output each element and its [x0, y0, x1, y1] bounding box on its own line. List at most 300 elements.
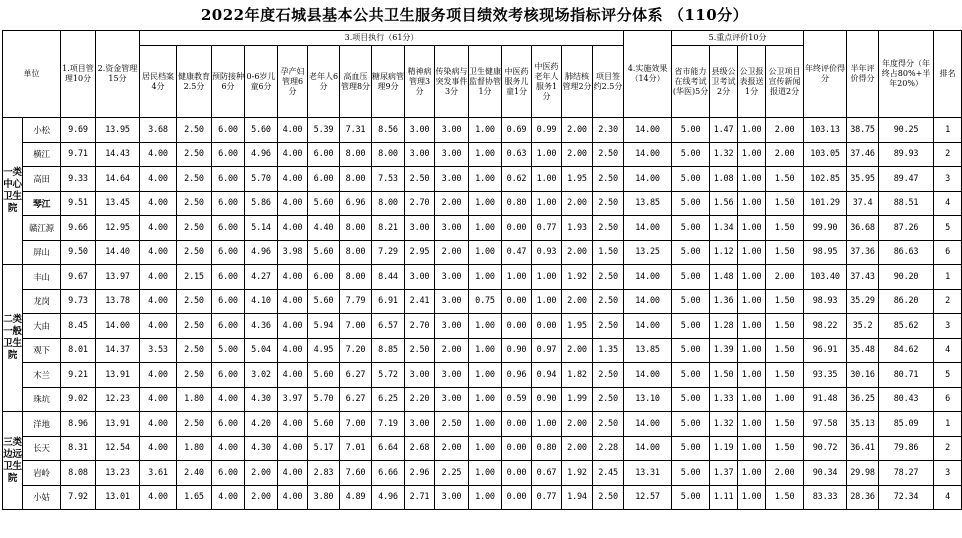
- unit-name: 长天: [23, 436, 61, 461]
- score-cell: 5: [934, 216, 962, 241]
- score-cell: 5.00: [672, 240, 710, 265]
- score-cell: 38.75: [847, 118, 879, 143]
- score-cell: 1: [934, 118, 962, 143]
- score-cell: 9.50: [61, 240, 96, 265]
- unit-name: 屏山: [23, 240, 61, 265]
- score-cell: 29.98: [847, 461, 879, 486]
- score-cell: 8.00: [340, 216, 372, 241]
- score-cell: 1.35: [593, 338, 624, 363]
- score-cell: 12.23: [96, 387, 140, 412]
- score-cell: 87.26: [879, 216, 934, 241]
- score-cell: 5.00: [672, 191, 710, 216]
- score-cell: 14.00: [624, 412, 672, 437]
- score-cell: 4.96: [245, 142, 278, 167]
- score-cell: 9.21: [61, 363, 96, 388]
- score-cell: 3.00: [435, 363, 469, 388]
- score-cell: 2.25: [435, 461, 469, 486]
- score-cell: 4.00: [278, 412, 308, 437]
- score-cell: 80.71: [879, 363, 934, 388]
- score-cell: 1.00: [469, 387, 502, 412]
- score-cell: 4.00: [140, 436, 177, 461]
- score-cell: 5.60: [308, 412, 340, 437]
- score-cell: 6.64: [372, 436, 405, 461]
- col-key-sub: 公卫报表报送1分: [738, 46, 766, 118]
- score-cell: 80.43: [879, 387, 934, 412]
- score-cell: 2.50: [177, 142, 212, 167]
- score-cell: 1.00: [532, 167, 562, 192]
- score-cell: 6.25: [372, 387, 405, 412]
- score-cell: 3.53: [140, 338, 177, 363]
- score-cell: 6.00: [212, 363, 245, 388]
- score-cell: 1.00: [469, 240, 502, 265]
- score-cell: 2.95: [405, 240, 435, 265]
- score-cell: 86.63: [879, 240, 934, 265]
- score-cell: 4.00: [278, 485, 308, 510]
- score-cell: 6.00: [212, 461, 245, 486]
- score-cell: 4.00: [140, 191, 177, 216]
- score-cell: 2.70: [405, 191, 435, 216]
- score-cell: 1.08: [710, 167, 738, 192]
- score-cell: 1.00: [738, 191, 766, 216]
- score-cell: 12.95: [96, 216, 140, 241]
- col-exec-sub: 糖尿病管理9分: [372, 46, 405, 118]
- score-cell: 3.61: [140, 461, 177, 486]
- score-table: [2, 30, 962, 510]
- score-cell: 2.68: [405, 436, 435, 461]
- score-cell: 2: [934, 142, 962, 167]
- score-cell: 1.00: [738, 240, 766, 265]
- score-cell: 89.47: [879, 167, 934, 192]
- score-cell: 4.00: [140, 485, 177, 510]
- score-cell: 8.85: [372, 338, 405, 363]
- score-cell: 1: [934, 265, 962, 290]
- score-cell: 0.00: [532, 314, 562, 339]
- score-cell: 0.00: [502, 485, 532, 510]
- score-cell: 1.00: [469, 191, 502, 216]
- score-cell: 4.00: [212, 436, 245, 461]
- page-title: 2022年度石城县基本公共卫生服务项目绩效考核现场指标评分体系 （110分）: [200, 6, 749, 24]
- score-cell: 2.00: [766, 142, 804, 167]
- score-cell: 5.00: [672, 265, 710, 290]
- score-cell: 4.96: [372, 485, 405, 510]
- score-cell: 14.37: [96, 338, 140, 363]
- col-exec-sub: 肺结核管理2分: [562, 46, 593, 118]
- score-cell: 2.00: [562, 142, 593, 167]
- table-row: [3, 461, 962, 486]
- score-cell: 2.00: [562, 338, 593, 363]
- score-cell: 91.48: [804, 387, 847, 412]
- score-cell: 1.50: [766, 338, 804, 363]
- score-cell: 1.00: [738, 289, 766, 314]
- score-cell: 1.00: [502, 265, 532, 290]
- score-cell: 5.00: [672, 387, 710, 412]
- score-cell: 2.00: [562, 289, 593, 314]
- score-cell: 1.47: [710, 118, 738, 143]
- score-cell: 2.83: [308, 461, 340, 486]
- score-cell: 4.00: [278, 191, 308, 216]
- col-exec-group: 3.项目执行（61分）: [140, 31, 624, 46]
- score-cell: 2.40: [177, 461, 212, 486]
- unit-name: 丰山: [23, 265, 61, 290]
- score-cell: 2.50: [593, 265, 624, 290]
- score-cell: 83.33: [804, 485, 847, 510]
- score-cell: 0.67: [532, 461, 562, 486]
- table-row: [3, 240, 962, 265]
- score-cell: 4: [934, 191, 962, 216]
- score-cell: 5.00: [672, 485, 710, 510]
- score-cell: 2.50: [177, 216, 212, 241]
- col-impl: 4.实施效果（14分）: [624, 31, 672, 118]
- score-cell: 6.27: [340, 387, 372, 412]
- score-cell: 5.70: [308, 387, 340, 412]
- score-cell: 9.71: [61, 142, 96, 167]
- score-cell: 1.50: [766, 240, 804, 265]
- score-cell: 14.00: [624, 118, 672, 143]
- score-cell: 4.00: [140, 265, 177, 290]
- score-cell: 86.20: [879, 289, 934, 314]
- score-cell: 5.60: [308, 240, 340, 265]
- score-cell: 0.77: [532, 485, 562, 510]
- score-cell: 36.41: [847, 436, 879, 461]
- score-cell: 103.40: [804, 265, 847, 290]
- score-cell: 1.00: [469, 167, 502, 192]
- score-cell: 6.00: [212, 412, 245, 437]
- score-cell: 3.00: [405, 142, 435, 167]
- score-cell: 3.97: [278, 387, 308, 412]
- score-cell: 6.00: [212, 240, 245, 265]
- score-cell: 1.12: [710, 240, 738, 265]
- score-cell: 1.00: [766, 387, 804, 412]
- score-cell: 7.01: [340, 436, 372, 461]
- score-cell: 5.39: [308, 118, 340, 143]
- score-cell: 4.30: [245, 387, 278, 412]
- score-cell: 5.00: [672, 142, 710, 167]
- score-cell: 5.60: [308, 191, 340, 216]
- score-cell: 14.00: [624, 167, 672, 192]
- score-cell: 9.02: [61, 387, 96, 412]
- score-cell: 0.00: [502, 461, 532, 486]
- score-cell: 5.00: [672, 338, 710, 363]
- score-cell: 4.00: [278, 118, 308, 143]
- score-cell: 1.00: [738, 167, 766, 192]
- score-cell: 5.00: [672, 461, 710, 486]
- score-cell: 0.94: [532, 363, 562, 388]
- score-cell: 1.00: [469, 118, 502, 143]
- score-cell: 4.00: [140, 314, 177, 339]
- score-cell: 35.48: [847, 338, 879, 363]
- score-cell: 9.66: [61, 216, 96, 241]
- score-cell: 98.95: [804, 240, 847, 265]
- score-cell: 2.50: [177, 118, 212, 143]
- score-cell: 7.92: [61, 485, 96, 510]
- score-cell: 14.00: [624, 265, 672, 290]
- col-rank: 排名: [934, 31, 962, 118]
- score-cell: 1.50: [766, 314, 804, 339]
- unit-name: 龙岗: [23, 289, 61, 314]
- score-cell: 1.80: [177, 436, 212, 461]
- score-cell: 2.00: [435, 191, 469, 216]
- col-exec-sub: 0-6岁儿童6分: [245, 46, 278, 118]
- score-cell: 79.86: [879, 436, 934, 461]
- score-cell: 1.50: [593, 240, 624, 265]
- score-cell: 13.85: [624, 338, 672, 363]
- score-cell: 0.00: [502, 314, 532, 339]
- score-cell: 3: [934, 167, 962, 192]
- score-cell: 4.00: [278, 265, 308, 290]
- score-cell: 97.58: [804, 412, 847, 437]
- score-cell: 1.32: [710, 142, 738, 167]
- col-exec-sub: 中医药老年人服务1分: [532, 46, 562, 118]
- col-annual: 年终评价得分: [804, 31, 847, 118]
- score-cell: 1.34: [710, 216, 738, 241]
- score-cell: 101.29: [804, 191, 847, 216]
- score-cell: 90.72: [804, 436, 847, 461]
- score-cell: 2.50: [405, 167, 435, 192]
- score-cell: 1.00: [469, 436, 502, 461]
- score-cell: 5.00: [672, 167, 710, 192]
- score-cell: 5.00: [672, 289, 710, 314]
- score-cell: 2.00: [562, 436, 593, 461]
- score-cell: 2.00: [766, 461, 804, 486]
- score-cell: 3.00: [405, 216, 435, 241]
- score-cell: 4.00: [278, 363, 308, 388]
- score-cell: 1.00: [532, 289, 562, 314]
- score-cell: 1.50: [766, 436, 804, 461]
- score-cell: 13.78: [96, 289, 140, 314]
- score-cell: 6: [934, 240, 962, 265]
- score-cell: 1.48: [710, 265, 738, 290]
- score-cell: 2.00: [245, 485, 278, 510]
- score-cell: 35.29: [847, 289, 879, 314]
- score-cell: 1.50: [766, 412, 804, 437]
- score-cell: 2.45: [593, 461, 624, 486]
- score-cell: 8.00: [372, 142, 405, 167]
- score-cell: 1.28: [710, 314, 738, 339]
- score-cell: 1.00: [738, 485, 766, 510]
- score-cell: 7.29: [372, 240, 405, 265]
- col-year: 年度得分（年终占80%+半年20%）: [879, 31, 934, 118]
- score-cell: 1.36: [710, 289, 738, 314]
- score-cell: 3.00: [435, 485, 469, 510]
- score-cell: 3: [934, 314, 962, 339]
- category-label: 三类边远卫生院: [3, 412, 23, 510]
- score-cell: 8.31: [61, 436, 96, 461]
- score-cell: 3.00: [405, 265, 435, 290]
- table-row: [3, 436, 962, 461]
- score-cell: 9.51: [61, 191, 96, 216]
- score-cell: 2.00: [562, 240, 593, 265]
- score-cell: 13.91: [96, 412, 140, 437]
- score-cell: 2.50: [593, 412, 624, 437]
- score-cell: 6.00: [212, 191, 245, 216]
- score-cell: 3.80: [308, 485, 340, 510]
- table-row: [3, 338, 962, 363]
- score-cell: 9.73: [61, 289, 96, 314]
- score-cell: 1.00: [532, 265, 562, 290]
- score-cell: 1.00: [738, 387, 766, 412]
- score-cell: 4.00: [140, 363, 177, 388]
- score-cell: 1.32: [710, 412, 738, 437]
- score-cell: 3.00: [405, 412, 435, 437]
- score-cell: 13.45: [96, 191, 140, 216]
- score-cell: 1.00: [738, 216, 766, 241]
- score-cell: 3: [934, 461, 962, 486]
- score-cell: 1.56: [710, 191, 738, 216]
- score-cell: 2.30: [593, 118, 624, 143]
- score-cell: 35.95: [847, 167, 879, 192]
- score-cell: 8.56: [372, 118, 405, 143]
- col-exec-sub: 居民档案4分: [140, 46, 177, 118]
- score-cell: 1.11: [710, 485, 738, 510]
- unit-name: 小姑: [23, 485, 61, 510]
- score-cell: 1.50: [766, 485, 804, 510]
- col-exec-sub: 预防接种6分: [212, 46, 245, 118]
- score-cell: 14.00: [624, 142, 672, 167]
- score-cell: 2.50: [177, 167, 212, 192]
- score-cell: 2.00: [435, 338, 469, 363]
- score-cell: 1.39: [710, 338, 738, 363]
- score-cell: 3.98: [278, 240, 308, 265]
- score-cell: 5.00: [672, 216, 710, 241]
- score-cell: 35.13: [847, 412, 879, 437]
- score-cell: 8.00: [372, 191, 405, 216]
- score-cell: 1.92: [562, 265, 593, 290]
- score-cell: 88.51: [879, 191, 934, 216]
- score-cell: 1.50: [710, 363, 738, 388]
- score-cell: 2.50: [177, 240, 212, 265]
- table-row: [3, 191, 962, 216]
- score-cell: 35.2: [847, 314, 879, 339]
- score-cell: 3.68: [140, 118, 177, 143]
- unit-name: 小松: [23, 118, 61, 143]
- score-cell: 4.10: [245, 289, 278, 314]
- score-cell: 2.50: [593, 289, 624, 314]
- score-cell: 98.22: [804, 314, 847, 339]
- score-cell: 6.00: [212, 167, 245, 192]
- table-row: [3, 363, 962, 388]
- score-cell: 2.28: [593, 436, 624, 461]
- score-cell: 1.95: [562, 167, 593, 192]
- unit-name: 高田: [23, 167, 61, 192]
- score-cell: 14.00: [624, 314, 672, 339]
- score-cell: 1.50: [766, 216, 804, 241]
- score-cell: 4.96: [245, 240, 278, 265]
- score-cell: 78.27: [879, 461, 934, 486]
- score-cell: 0.93: [532, 240, 562, 265]
- score-cell: 0.69: [502, 118, 532, 143]
- score-cell: 37.4: [847, 191, 879, 216]
- score-cell: 5.94: [308, 314, 340, 339]
- score-cell: 0.77: [532, 216, 562, 241]
- score-cell: 37.36: [847, 240, 879, 265]
- score-cell: 1.00: [469, 314, 502, 339]
- score-cell: 5.70: [245, 167, 278, 192]
- score-cell: 4.00: [212, 387, 245, 412]
- score-cell: 3.00: [405, 363, 435, 388]
- score-cell: 8.00: [340, 240, 372, 265]
- score-cell: 1.00: [738, 314, 766, 339]
- score-cell: 2.96: [405, 461, 435, 486]
- score-cell: 9.69: [61, 118, 96, 143]
- score-cell: 12.54: [96, 436, 140, 461]
- table-row: [3, 289, 962, 314]
- score-cell: 14.00: [624, 363, 672, 388]
- score-cell: 36.25: [847, 387, 879, 412]
- score-cell: 1.93: [562, 216, 593, 241]
- score-cell: 5.60: [245, 118, 278, 143]
- score-cell: 6.00: [308, 265, 340, 290]
- score-cell: 2.20: [405, 387, 435, 412]
- col-key-sub: 公卫项目宣传新闻报道2分: [766, 46, 804, 118]
- col-unit: 单位: [3, 31, 61, 118]
- score-cell: 5.00: [672, 436, 710, 461]
- score-cell: 1.00: [469, 412, 502, 437]
- score-cell: 4.00: [140, 412, 177, 437]
- score-cell: 8.44: [372, 265, 405, 290]
- score-cell: 0.96: [502, 363, 532, 388]
- score-cell: 8.00: [340, 167, 372, 192]
- score-cell: 0.62: [502, 167, 532, 192]
- score-cell: 13.95: [96, 118, 140, 143]
- score-cell: 2.00: [435, 436, 469, 461]
- score-cell: 1.37: [710, 461, 738, 486]
- score-cell: 2.50: [593, 191, 624, 216]
- score-cell: 6: [934, 387, 962, 412]
- score-cell: 4.36: [245, 314, 278, 339]
- score-cell: 2.41: [405, 289, 435, 314]
- score-cell: 5.00: [672, 118, 710, 143]
- score-cell: 103.05: [804, 142, 847, 167]
- score-cell: 4.00: [140, 167, 177, 192]
- score-cell: 4.00: [140, 387, 177, 412]
- score-cell: 1.19: [710, 436, 738, 461]
- score-cell: 5.04: [245, 338, 278, 363]
- score-cell: 102.85: [804, 167, 847, 192]
- score-cell: 2: [934, 436, 962, 461]
- score-cell: 1.00: [469, 265, 502, 290]
- category-label: 二类一般卫生院: [3, 265, 23, 412]
- score-cell: 2.00: [562, 412, 593, 437]
- score-cell: 0.63: [502, 142, 532, 167]
- table-row: [3, 216, 962, 241]
- score-cell: 2.50: [177, 363, 212, 388]
- score-cell: 1.00: [469, 461, 502, 486]
- table-row: [3, 412, 962, 437]
- score-cell: 3.00: [435, 118, 469, 143]
- score-cell: 1.00: [469, 485, 502, 510]
- score-cell: 2.00: [245, 461, 278, 486]
- score-cell: 0.59: [502, 387, 532, 412]
- score-cell: 2.70: [405, 314, 435, 339]
- score-cell: 2.50: [593, 314, 624, 339]
- score-cell: 0.80: [532, 436, 562, 461]
- score-cell: 2.15: [177, 265, 212, 290]
- col-funds: 2.资金管理15分: [96, 31, 140, 118]
- score-cell: 1.00: [738, 412, 766, 437]
- score-cell: 2.00: [766, 265, 804, 290]
- score-cell: 37.46: [847, 142, 879, 167]
- unit-name: 大由: [23, 314, 61, 339]
- col-exec-sub: 高血压管理8分: [340, 46, 372, 118]
- score-cell: 0.97: [532, 338, 562, 363]
- score-cell: 7.19: [372, 412, 405, 437]
- score-cell: 2.50: [593, 387, 624, 412]
- score-cell: 1.00: [532, 142, 562, 167]
- score-cell: 4.00: [278, 216, 308, 241]
- score-cell: 1.00: [469, 338, 502, 363]
- score-cell: 1.92: [562, 461, 593, 486]
- score-cell: 6.00: [308, 142, 340, 167]
